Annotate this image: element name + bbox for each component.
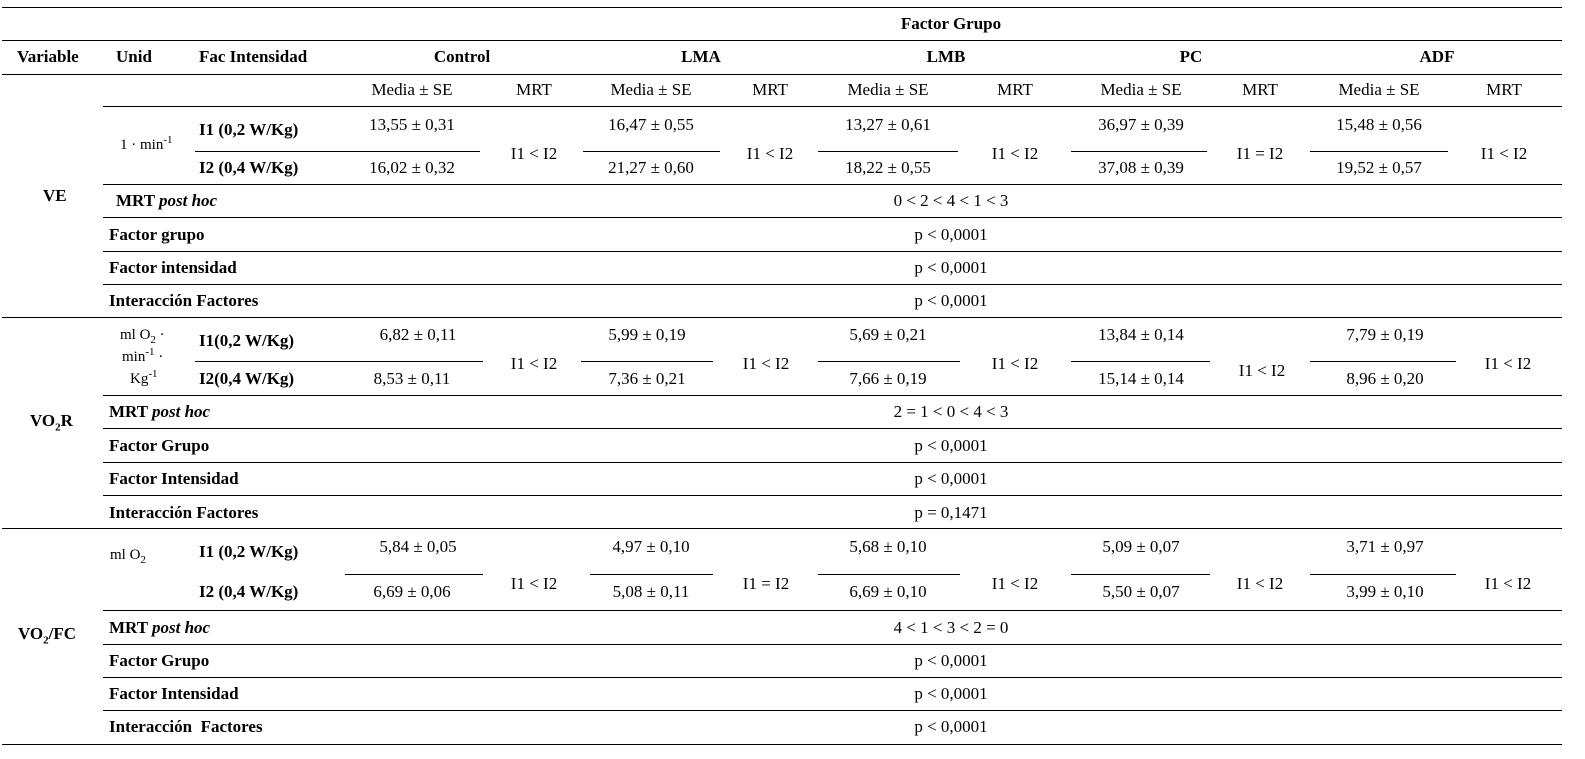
vo2r-row-rule-2 [103,462,1562,463]
mrt-post-hoc-value-vo2r: 2 = 1 < 0 < 4 < 3 [893,402,1009,421]
mrt-header-control: MRT [516,80,552,99]
factor-grupo-label-vo2r: Factor Grupo [109,436,210,455]
vo2fc-pair-divider-pc [1071,574,1210,575]
vo2r-row-rule-1 [103,428,1562,429]
value-i1-pc-vo2fc: 5,09 ± 0,07 [1102,537,1180,556]
mrt-control-vo2fc: I1 < I2 [510,574,558,593]
unit-vo2r-line2: $\min^{-1}$ · [122,346,164,365]
ve-row-rule-1 [103,217,1562,218]
ve-row-rule-2 [103,251,1562,252]
factor-intensidad-label-vo2fc: Factor Intensidad [109,684,239,703]
mrt-post-hoc-label-vo2r: MRT post hoc [109,402,211,421]
mrt-header-lmb: MRT [997,80,1033,99]
mrt-lmb-ve: I1 < I2 [991,144,1039,163]
factor-grupo-value-vo2r: p < 0,0001 [914,436,988,455]
subheader-bottom-rule [103,106,1562,107]
variable-label-ve: VE [43,186,67,205]
group-header-adf: ADF [1419,47,1455,66]
value-i2-pc-vo2r: 15,14 ± 0,14 [1098,369,1184,388]
factor-intensidad-label-ve: Factor intensidad [109,258,237,277]
mrt-post-hoc-value-ve: 0 < 2 < 4 < 1 < 3 [893,191,1009,210]
value-i1-pc-vo2r: 13,84 ± 0,14 [1098,325,1184,344]
vo2r-pair-divider-control [345,361,483,362]
vo2r-row-rule-3 [103,495,1562,496]
media-se-header-control: Media ± SE [371,80,453,99]
factor-grupo-value-vo2fc: p < 0,0001 [914,651,988,670]
section-rule-1 [2,317,1562,318]
value-i1-lma-ve: 16,47 ± 0,55 [608,115,694,134]
value-i2-control-vo2fc: 6,69 ± 0,06 [373,582,451,601]
ve-values-rule [103,184,1562,185]
intensity-label-i2-ve: I2 (0,4 W/Kg) [199,158,299,177]
mrt-control-vo2r: I1 < I2 [510,354,558,373]
value-i2-adf-vo2fc: 3,99 ± 0,10 [1346,582,1424,601]
value-i2-control-ve: 16,02 ± 0,32 [369,158,455,177]
value-i2-control-vo2r: 8,53 ± 0,11 [373,369,451,388]
value-i1-adf-vo2r: 7,79 ± 0,19 [1346,325,1424,344]
vo2r-pair-divider-lma [581,361,713,362]
ve-pair-divider-pc [1071,151,1207,152]
intensity-label-i1-vo2r: I1(0,2 W/Kg) [199,331,295,350]
ve-pair-divider-control [345,151,480,152]
factor-grupo-header: Factor Grupo [900,14,1002,33]
value-i2-adf-ve: 19,52 ± 0,57 [1336,158,1422,177]
mrt-post-hoc-value-vo2fc: 4 < 1 < 3 < 2 = 0 [893,618,1009,637]
media-se-header-lma: Media ± SE [610,80,692,99]
value-i2-lma-vo2fc: 5,08 ± 0,11 [612,582,690,601]
value-i2-adf-vo2r: 8,96 ± 0,20 [1346,369,1424,388]
group-header-lmb: LMB [926,47,966,66]
fac-intensidad-header: Fac Intensidad [199,47,308,66]
mrt-header-pc: MRT [1242,80,1278,99]
value-i2-lmb-vo2r: 7,66 ± 0,19 [849,369,927,388]
value-i1-control-vo2r: 6,82 ± 0,11 [379,325,457,344]
mrt-pc-vo2fc: I1 < I2 [1236,574,1284,593]
value-i1-pc-ve: 36,97 ± 0,39 [1098,115,1184,134]
mrt-control-ve: I1 < I2 [510,144,558,163]
mrt-lma-vo2fc: I1 = I2 [742,574,790,593]
interaccion-value-ve: p < 0,0001 [914,291,988,310]
factor-intensidad-value-ve: p < 0,0001 [914,258,988,277]
variable-label-vo2r: $VO_2R$ [30,411,73,434]
bottom-rule [2,744,1562,745]
vo2fc-pair-divider-lma [590,574,713,575]
vo2r-pair-divider-pc [1071,361,1210,362]
interaccion-label-vo2r: Interacción Factores [109,503,259,522]
unit-ve: $1 \cdot \min^{-1}$ [120,134,173,153]
vo2fc-row-rule-3 [103,710,1562,711]
vo2fc-row-rule-2 [103,677,1562,678]
media-se-header-adf: Media ± SE [1338,80,1420,99]
group-header-control: Control [433,47,491,66]
variable-header: Variable [17,47,79,66]
media-se-header-pc: Media ± SE [1100,80,1182,99]
interaccion-value-vo2r: p = 0,1471 [914,503,988,522]
vo2fc-row-rule-1 [103,644,1562,645]
value-i1-adf-vo2fc: 3,71 ± 0,97 [1346,537,1424,556]
section-rule-2 [2,528,1562,529]
ve-row-rule-3 [103,284,1562,285]
value-i2-lma-ve: 21,27 ± 0,60 [608,158,694,177]
mrt-pc-vo2r: I1 < I2 [1238,361,1286,380]
mrt-header-adf: MRT [1486,80,1522,99]
ve-pair-divider-lma [583,151,720,152]
header-rule [2,40,1562,41]
value-i1-lma-vo2r: 5,99 ± 0,19 [608,325,686,344]
group-header-pc: PC [1179,47,1203,66]
factor-intensidad-label-vo2r: Factor Intensidad [109,469,239,488]
value-i2-lma-vo2r: 7,36 ± 0,21 [608,369,686,388]
intensity-label-i2-vo2r: I2(0,4 W/Kg) [199,369,295,388]
unit-vo2fc: ml $O_2$ [110,547,146,566]
value-i2-lmb-ve: 18,22 ± 0,55 [845,158,931,177]
vo2fc-pair-divider-control [345,574,483,575]
vo2fc-pair-divider-lmb [818,574,960,575]
factor-grupo-value-ve: p < 0,0001 [914,225,988,244]
factor-intensidad-value-vo2fc: p < 0,0001 [914,684,988,703]
value-i2-pc-vo2fc: 5,50 ± 0,07 [1102,582,1180,601]
intensity-label-i1-vo2fc: I1 (0,2 W/Kg) [199,542,299,561]
value-i1-lmb-ve: 13,27 ± 0,61 [845,115,931,134]
value-i2-lmb-vo2fc: 6,69 ± 0,10 [849,582,927,601]
mrt-lmb-vo2fc: I1 < I2 [991,574,1039,593]
intensity-label-i2-vo2fc: I2 (0,4 W/Kg) [199,582,299,601]
top-rule [2,7,1562,8]
value-i2-pc-ve: 37,08 ± 0,39 [1098,158,1184,177]
mrt-adf-vo2fc: I1 < I2 [1484,574,1532,593]
mrt-lma-vo2r: I1 < I2 [742,354,790,373]
value-i1-control-ve: 13,55 ± 0,31 [369,115,455,134]
mrt-lma-ve: I1 < I2 [746,144,794,163]
value-i1-adf-ve: 15,48 ± 0,56 [1336,115,1422,134]
ve-pair-divider-lmb [818,151,958,152]
mrt-adf-ve: I1 < I2 [1480,144,1528,163]
variable-label-vo2fc: $VO_2/FC$ [18,624,77,647]
interaccion-value-vo2fc: p < 0,0001 [914,717,988,736]
vo2r-pair-divider-lmb [818,361,960,362]
vo2r-values-rule [103,395,1562,396]
unid-header: Unid [116,47,152,66]
ve-pair-divider-adf [1310,151,1448,152]
vo2fc-pair-divider-adf [1310,574,1456,575]
value-i1-control-vo2fc: 5,84 ± 0,05 [379,537,457,556]
unit-vo2r-line3: $Kg^{-1}$ [130,368,158,387]
interaccion-label-vo2fc: Interacción Factores [109,717,263,736]
mrt-post-hoc-label-vo2fc: MRT post hoc [109,618,211,637]
unit-vo2r-line1: ml $O_2$ · [120,327,165,346]
factor-grupo-label-ve: Factor grupo [109,225,205,244]
vo2fc-values-rule [103,610,1562,611]
value-i1-lmb-vo2r: 5,69 ± 0,21 [849,325,927,344]
value-i1-lma-vo2fc: 4,97 ± 0,10 [612,537,690,556]
mrt-lmb-vo2r: I1 < I2 [991,354,1039,373]
mrt-adf-vo2r: I1 < I2 [1484,354,1532,373]
media-se-header-lmb: Media ± SE [847,80,929,99]
group-header-lma: LMA [681,47,721,66]
interaccion-label-ve: Interacción Factores [109,291,259,310]
mrt-pc-ve: I1 = I2 [1236,144,1284,163]
subheader-rule [2,74,1562,75]
mrt-post-hoc-label-ve: MRT post hoc [116,191,218,210]
mrt-header-lma: MRT [752,80,788,99]
intensity-label-i1-ve: I1 (0,2 W/Kg) [199,120,299,139]
value-i1-lmb-vo2fc: 5,68 ± 0,10 [849,537,927,556]
vo2r-pair-divider-adf [1310,361,1456,362]
factor-intensidad-value-vo2r: p < 0,0001 [914,469,988,488]
vo2r-label-divider [195,361,345,362]
ve-label-divider [195,151,345,152]
factor-grupo-label-vo2fc: Factor Grupo [109,651,210,670]
